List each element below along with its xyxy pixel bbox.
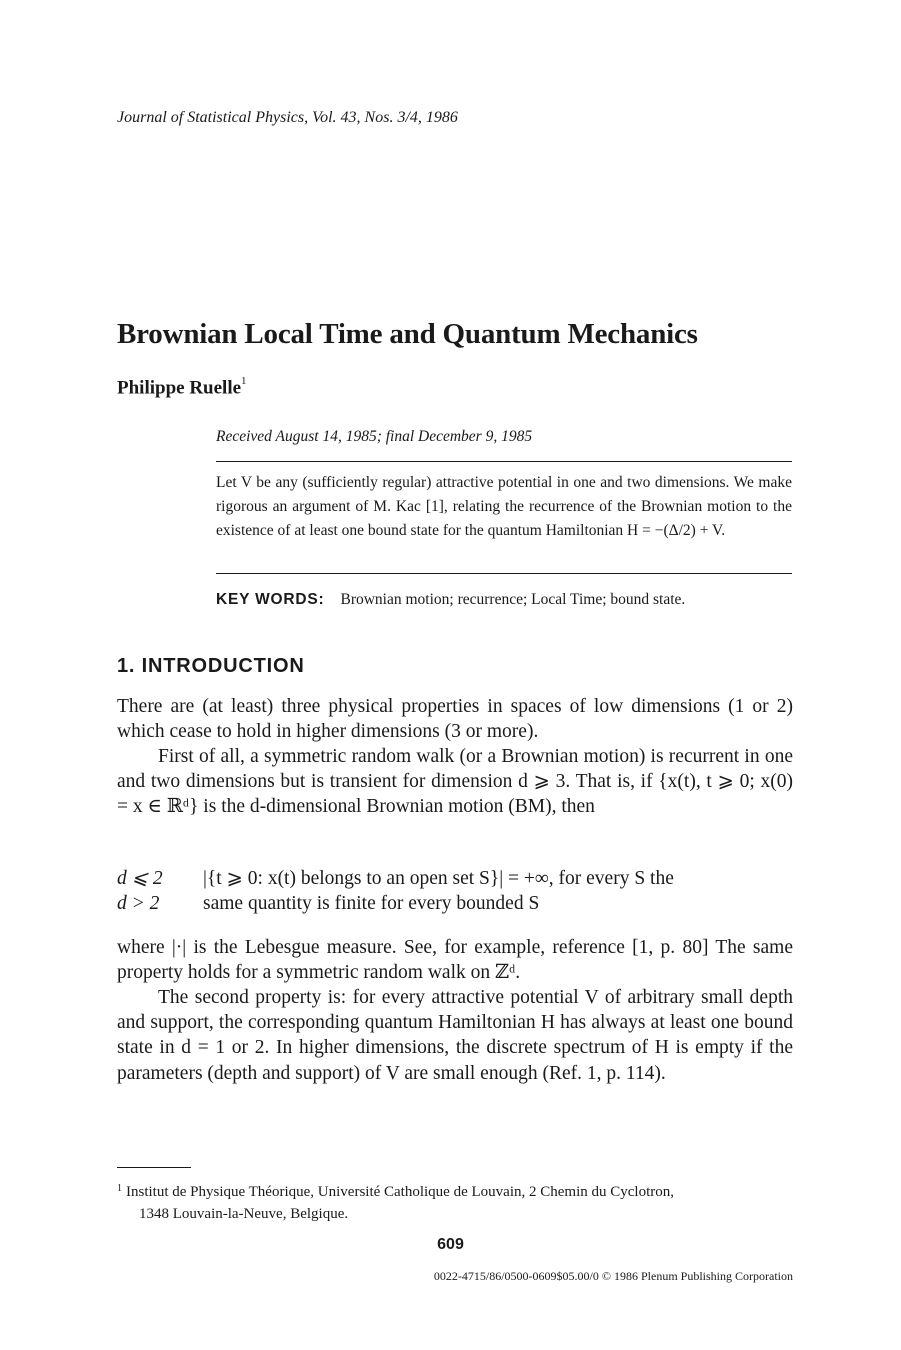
keywords-label: KEY WORDS: [216, 591, 325, 608]
received-dates: Received August 14, 1985; final December 9, 1985 [216, 428, 533, 445]
paragraph-2: First of all, a symmetric random walk (or a Brownian motion) is recurrent in one and two dimensions but is transient for dimension d ⩾ 3. That is, if {x(t), t ⩾ 0; x(0) = x ∈ ℝᵈ} is the d-dimensional Brownian motion (BM), then [117, 746, 793, 818]
section-heading: 1. INTRODUCTION [117, 655, 305, 677]
case-row-low-dim [117, 866, 793, 891]
author-line [117, 377, 247, 399]
paragraph-1: There are (at least) three physical properties in spaces of low dimensions (1 or 2) which cease to hold in higher dimensions (3 or more). [117, 696, 793, 743]
paper-title: Brownian Local Time and Quantum Mechanics [117, 318, 698, 350]
footnote-mark: 1 [117, 1183, 122, 1194]
case-statement: |{t ⩾ 0: x(t) belongs to an open set S}| = +∞, for every S the [203, 868, 674, 889]
footnote [117, 1182, 793, 1225]
footnote-rule [117, 1167, 191, 1168]
abstract-bottom-rule [216, 573, 792, 574]
author-footnote-mark: 1 [241, 375, 247, 387]
case-condition: d > 2 [117, 893, 160, 915]
paragraph-3: where |·| is the Lebesgue measure. See, for example, reference [1, p. 80] The same property holds for a symmetric random walk on ℤᵈ. [117, 937, 793, 984]
footnote-line-2: 1348 Louvain-la-Neuve, Belgique. [139, 1206, 349, 1222]
abstract: Let V be any (sufficiently regular) attractive potential in one and two dimensions. We make rigorous an argument of M. Kac [1], relating the recurrence of the Brownian motion to the existence of at least one bound state for the quantum Hamiltonian H = −(Δ/2) + V. [216, 474, 792, 539]
footnote-line-1 [117, 1182, 793, 1204]
author-name: Philippe Ruelle [117, 377, 242, 399]
dimension-cases [117, 866, 793, 916]
case-row-high-dim [117, 891, 793, 916]
paragraph-4: The second property is: for every attractive potential V of arbitrary small depth and support, the corresponding quantum Hamiltonian H has always at least one bound state in d = 1 or 2. In higher dimensions, the discrete spectrum of H is empty if the parameters (depth and support) of V are small enough (Ref. 1, p. 114). [117, 987, 793, 1084]
page-number: 609 [437, 1236, 464, 1253]
case-condition: d ⩽ 2 [117, 868, 163, 889]
keywords-text: Brownian motion; recurrence; Local Time; bound state. [340, 591, 686, 608]
journal-citation: Journal of Statistical Physics, Vol. 43, Nos. 3/4, 1986 [117, 109, 458, 126]
footnote-text-1: Institut de Physique Théorique, Université Catholique de Louvain, 2 Chemin du Cyclotron, [126, 1184, 674, 1200]
case-statement: same quantity is finite for every bounded S [203, 893, 540, 915]
copyright-line: 0022-4715/86/0500-0609$05.00/0 © 1986 Plenum Publishing Corporation [433, 1269, 793, 1283]
keywords [216, 591, 685, 609]
abstract-top-rule [216, 461, 792, 462]
